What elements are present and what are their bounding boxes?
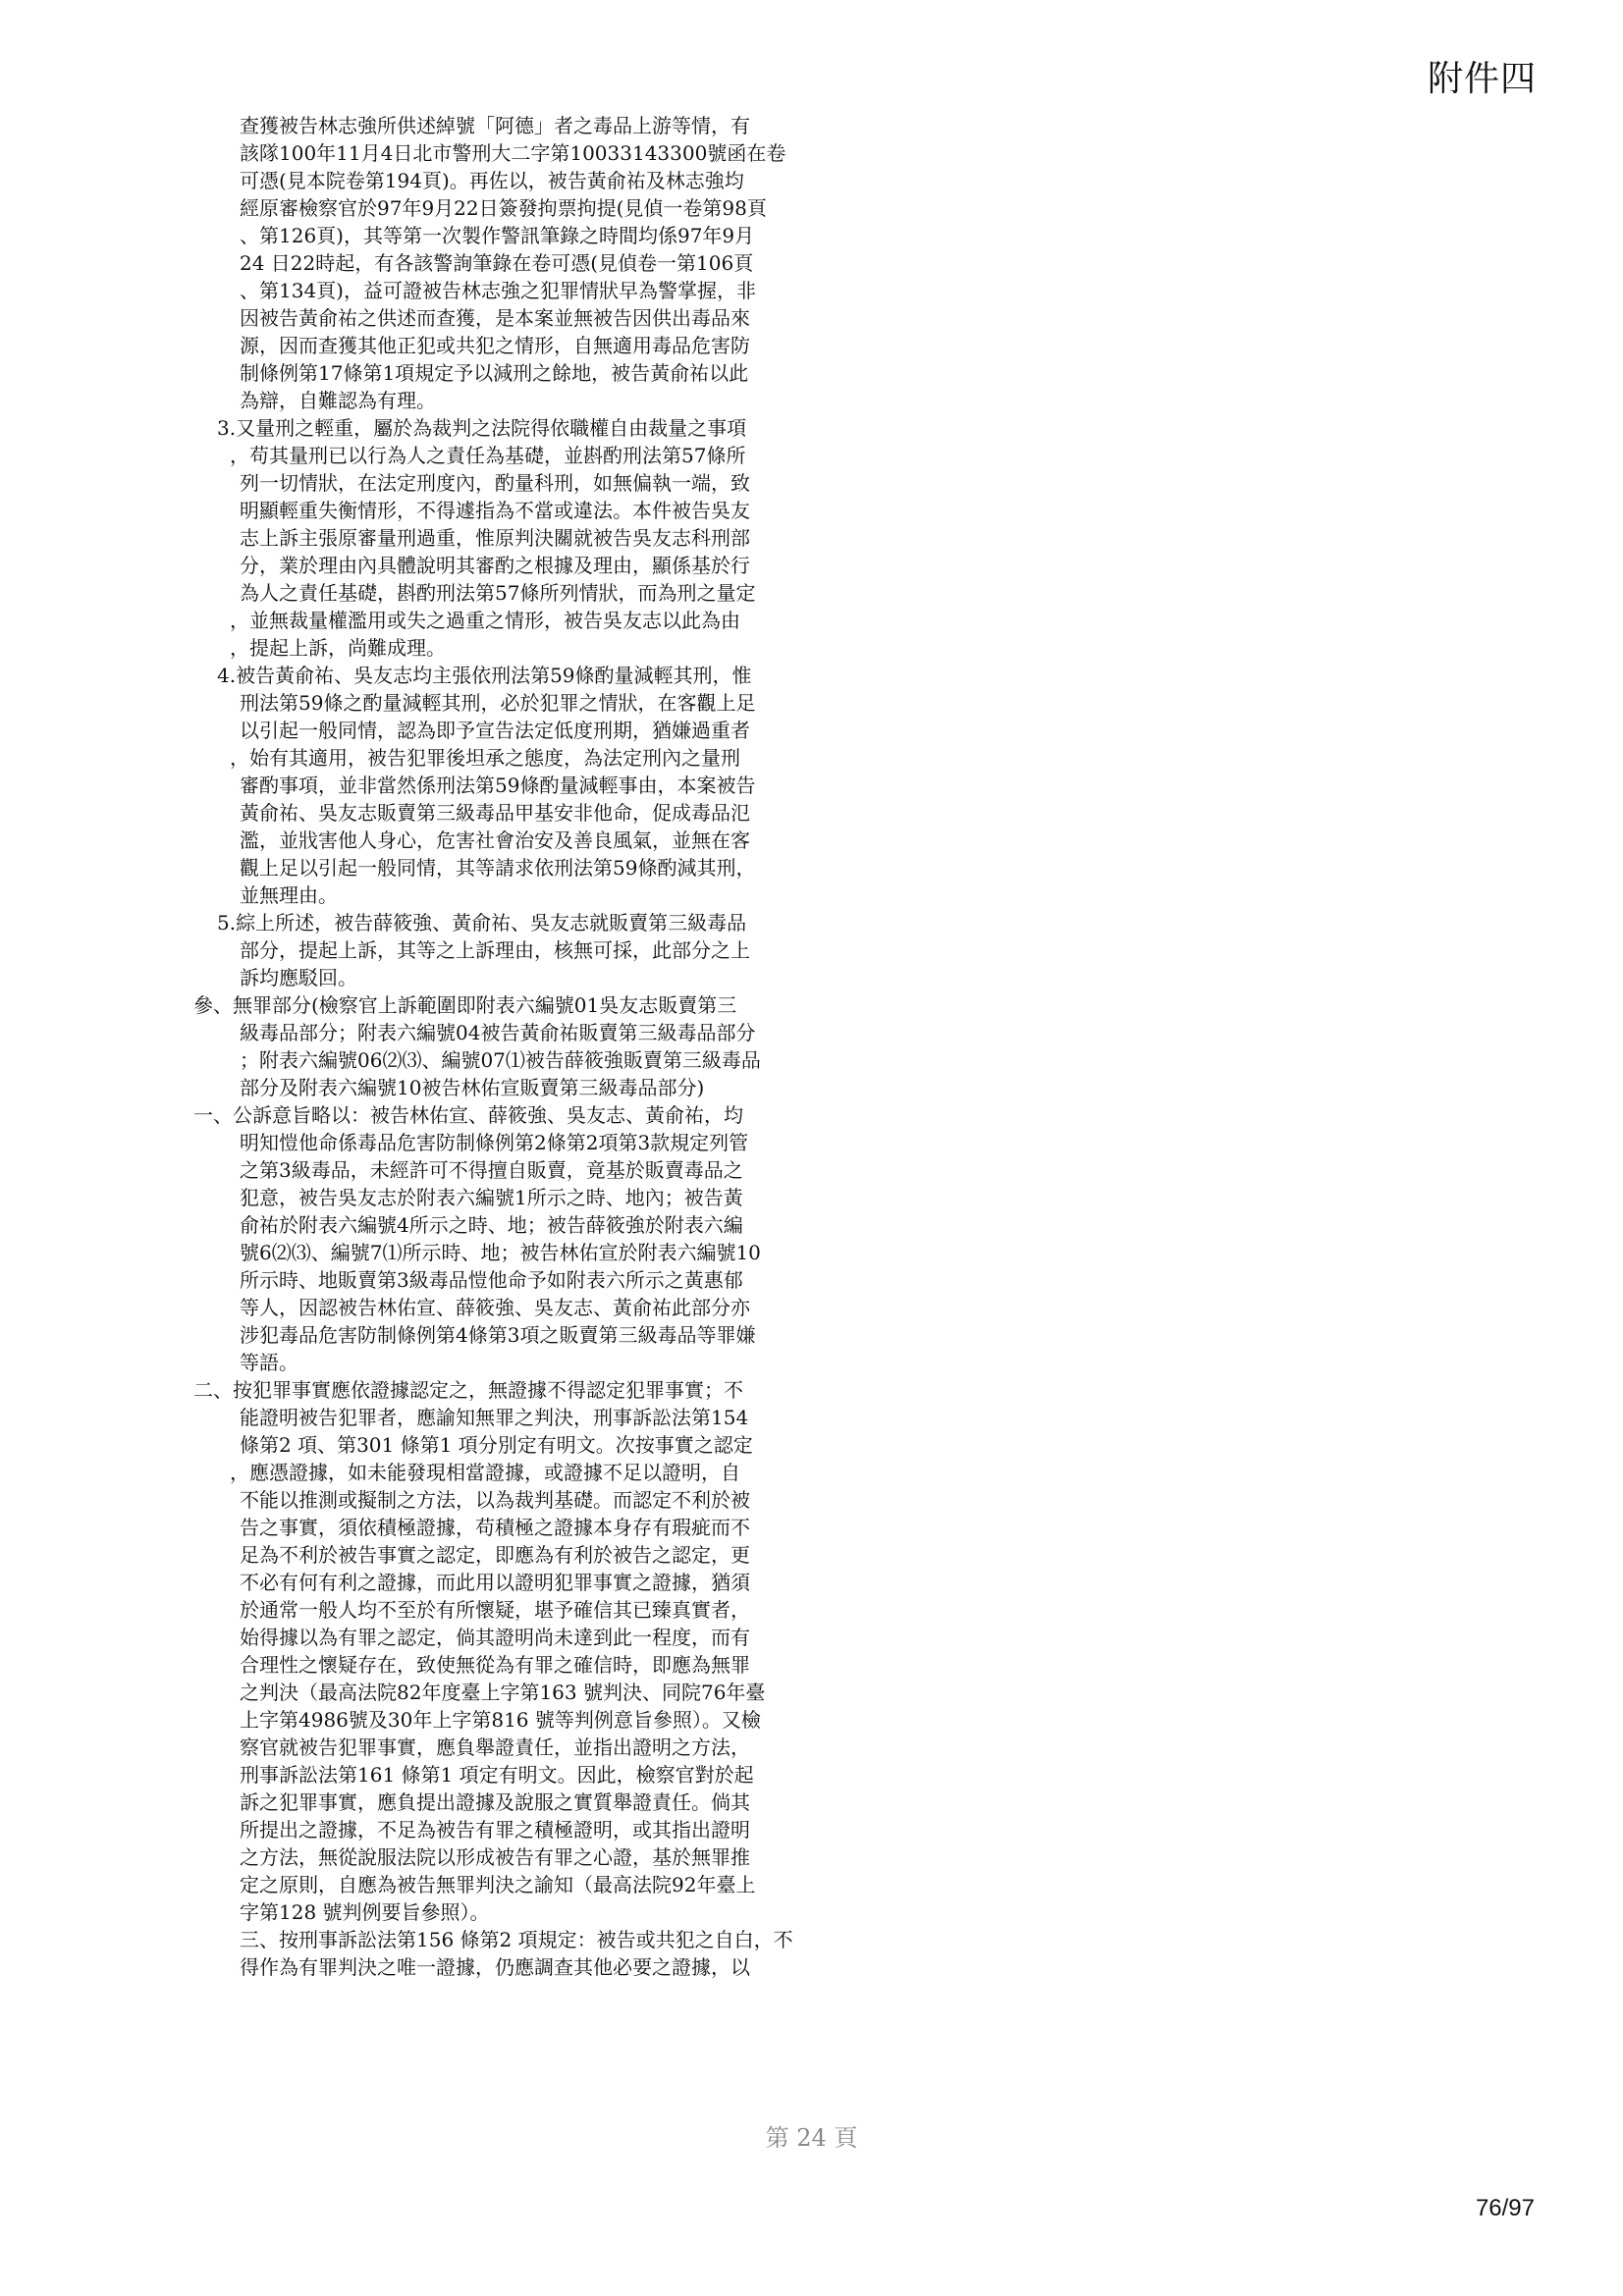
folio-number: 76/97 [1475, 2195, 1535, 2221]
text-line: 等人，因認被告林佑宣、薛筱強、吳友志、黃俞祐此部分亦 [240, 1296, 750, 1319]
text-line: ；附表六編號06⑵⑶、編號07⑴被告薛筱強販賣第三級毒品 [240, 1048, 761, 1072]
text-line: 於通常一般人均不至於有所懷疑，堪予確信其已臻真實者， [240, 1598, 750, 1622]
text-line: 條第2 項、第301 條第1 項分別定有明文。次按事實之認定 [240, 1433, 753, 1457]
text-line: 3.又量刑之輕重，屬於為裁判之法院得依職權自由裁量之事項 [217, 416, 747, 440]
text-line: 二、按犯罪事實應依證據認定之，無證據不得認定犯罪事實；不 [193, 1378, 743, 1402]
text-line: 三、按刑事訴訟法第156 條第2 項規定：被告或共犯之自白，不 [240, 1928, 793, 1951]
text-line: 該隊100年11月4日北市警刑大二字第10033143300號函在卷 [240, 141, 786, 165]
text-line: 告之事實，須依積極證據，苟積極之證據本身存有瑕疵而不 [240, 1516, 750, 1539]
text-line: 得作為有罪判決之唯一證據，仍應調查其他必要之證據，以 [240, 1955, 750, 1979]
text-line: 涉犯毒品危害防制條例第4條第3項之販賣第三級毒品等罪嫌 [240, 1323, 756, 1347]
text-line: 刑事訴訟法第161 條第1 項定有明文。因此，檢察官對於起 [240, 1763, 754, 1787]
text-line: 號6⑵⑶、編號7⑴所示時、地；被告林佑宣於附表六編號10 [240, 1241, 761, 1264]
text-line: 為辯，自難認為有理。 [240, 389, 436, 412]
text-line: 之方法，無從說服法院以形成被告有罪之心證，基於無罪推 [240, 1845, 750, 1869]
text-line: 定之原則，自應為被告無罪判決之諭知（最高法院92年臺上 [240, 1873, 756, 1896]
text-line: ，提起上訴，尚難成理。 [230, 636, 446, 660]
text-line: 觀上足以引起一般同情，其等請求依刑法第59條酌減其刑， [240, 856, 756, 880]
text-line: 5.綜上所述，被告薛筱強、黃俞祐、吳友志就販賣第三級毒品 [217, 911, 747, 934]
text-line: 足為不利於被告事實之認定，即應為有利於被告之認定，更 [240, 1543, 750, 1567]
text-line: 參、無罪部分(檢察官上訴範圍即附表六編號01吳友志販賣第三 [193, 993, 737, 1017]
text-line: 查獲被告林志強所供述綽號「阿德」者之毒品上游等情，有 [240, 114, 750, 137]
text-line: 黃俞祐、吳友志販賣第三級毒品甲基安非他命，促成毒品氾 [240, 801, 750, 825]
text-line: 所示時、地販賣第3級毒品愷他命予如附表六所示之黃惠郁 [240, 1268, 743, 1292]
text-line: 、第126頁)，其等第一次製作警訊筆錄之時間均係97年9月 [240, 224, 755, 247]
text-line: 之判決（最高法院82年度臺上字第163 號判決、同院76年臺 [240, 1681, 766, 1704]
text-line: 刑法第59條之酌量減輕其刑，必於犯罪之情狀，在客觀上足 [240, 691, 756, 715]
text-line: 等語。 [240, 1351, 298, 1374]
text-line: 24 日22時起，有各該警詢筆錄在卷可憑(見偵卷一第106頁 [240, 251, 754, 275]
text-line: 所提出之證據，不足為被告有罪之積極證明，或其指出證明 [240, 1818, 750, 1842]
text-line: 不能以推測或擬制之方法，以為裁判基礎。而認定不利於被 [240, 1488, 750, 1512]
text-line: 合理性之懷疑存在，致使無從為有罪之確信時，即應為無罪 [240, 1653, 750, 1677]
text-line: 經原審檢察官於97年9月22日簽發拘票拘提(見偵一卷第98頁 [240, 196, 767, 220]
text-line: 志上訴主張原審量刑過重，惟原判決關就被告吳友志科刑部 [240, 526, 750, 550]
attachment-label: 附件四 [1427, 59, 1537, 99]
text-line: 始得據以為有罪之認定，倘其證明尚未達到此一程度，而有 [240, 1626, 750, 1649]
text-line: 可憑(見本院卷第194頁)。再佐以，被告黃俞祐及林志強均 [240, 169, 744, 192]
text-line: 之第3級毒品，未經許可不得擅自販賣，竟基於販賣毒品之 [240, 1158, 743, 1182]
text-line: 4.被告黃俞祐、吳友志均主張依刑法第59條酌量減輕其刑，惟 [217, 664, 752, 687]
text-line: 分，業於理由內具體說明其審酌之根據及理由，顯係基於行 [240, 554, 750, 577]
text-line: 訴之犯罪事實，應負提出證據及說服之實質舉證責任。倘其 [240, 1790, 750, 1814]
text-line: 以引起一般同情，認為即予宣告法定低度刑期，猶嫌過重者 [240, 719, 750, 742]
text-line: 因被告黃俞祐之供述而查獲，是本案並無被告因供出毒品來 [240, 306, 750, 330]
text-line: 不必有何有利之證據，而此用以證明犯罪事實之證據，猶須 [240, 1571, 750, 1594]
text-line: 犯意，被告吳友志於附表六編號1所示之時、地內；被告黃 [240, 1186, 743, 1209]
text-line: 上字第4986號及30年上字第816 號等判例意旨參照）。又檢 [240, 1708, 761, 1732]
text-line: 部分及附表六編號10被告林佑宣販賣第三級毒品部分) [240, 1076, 705, 1099]
text-line: 級毒品部分；附表六編號04被告黃俞祐販賣第三級毒品部分 [240, 1021, 756, 1044]
text-line: 訴均應駁回。 [240, 966, 357, 989]
text-line: 察官就被告犯罪事實，應負舉證責任，並指出證明之方法， [240, 1735, 750, 1759]
text-line: ，並無裁量權濫用或失之過重之情形，被告吳友志以此為由 [230, 609, 740, 632]
text-line: 並無理由。 [240, 883, 338, 907]
text-line: 明顯輕重失衡情形，不得遽指為不當或違法。本件被告吳友 [240, 499, 750, 522]
text-line: 列一切情狀，在法定刑度內，酌量科刑，如無偏執一端，致 [240, 471, 750, 495]
text-line: 濫，並戕害他人身心，危害社會治安及善良風氣，並無在客 [240, 828, 750, 852]
text-line: 為人之責任基礎，斟酌刑法第57條所列情狀，而為刑之量定 [240, 581, 756, 605]
text-line: ，始有其適用，被告犯罪後坦承之態度，為法定刑內之量刑 [230, 746, 740, 770]
text-line: 一、公訴意旨略以：被告林佑宣、薛筱強、吳友志、黃俞祐，均 [193, 1103, 743, 1127]
text-line: 部分，提起上訴，其等之上訴理由，核無可採，此部分之上 [240, 938, 750, 962]
text-line: 審酌事項，並非當然係刑法第59條酌量減輕事由，本案被告 [240, 774, 756, 797]
text-line: 字第128 號判例要旨參照）。 [240, 1900, 490, 1924]
text-line: 制條例第17條第1項規定予以減刑之餘地，被告黃俞祐以此 [240, 361, 749, 385]
text-line: 明知愷他命係毒品危害防制條例第2條第2項第3款規定列管 [240, 1131, 749, 1154]
text-line: 能證明被告犯罪者，應諭知無罪之判決，刑事訴訟法第154 [240, 1406, 749, 1429]
text-line: ，應憑證據，如未能發現相當證據，或證據不足以證明，自 [230, 1461, 740, 1484]
page-number: 第 24 頁 [765, 2124, 858, 2152]
text-line: 俞祐於附表六編號4所示之時、地；被告薛筱強於附表六編 [240, 1213, 743, 1237]
text-line: 源，因而查獲其他正犯或共犯之情形，自無適用毒品危害防 [240, 334, 750, 357]
text-line: 、第134頁)，益可證被告林志強之犯罪情狀早為警掌握，非 [240, 279, 756, 302]
text-line: ，苟其量刑已以行為人之責任為基礎，並斟酌刑法第57條所 [230, 444, 746, 467]
